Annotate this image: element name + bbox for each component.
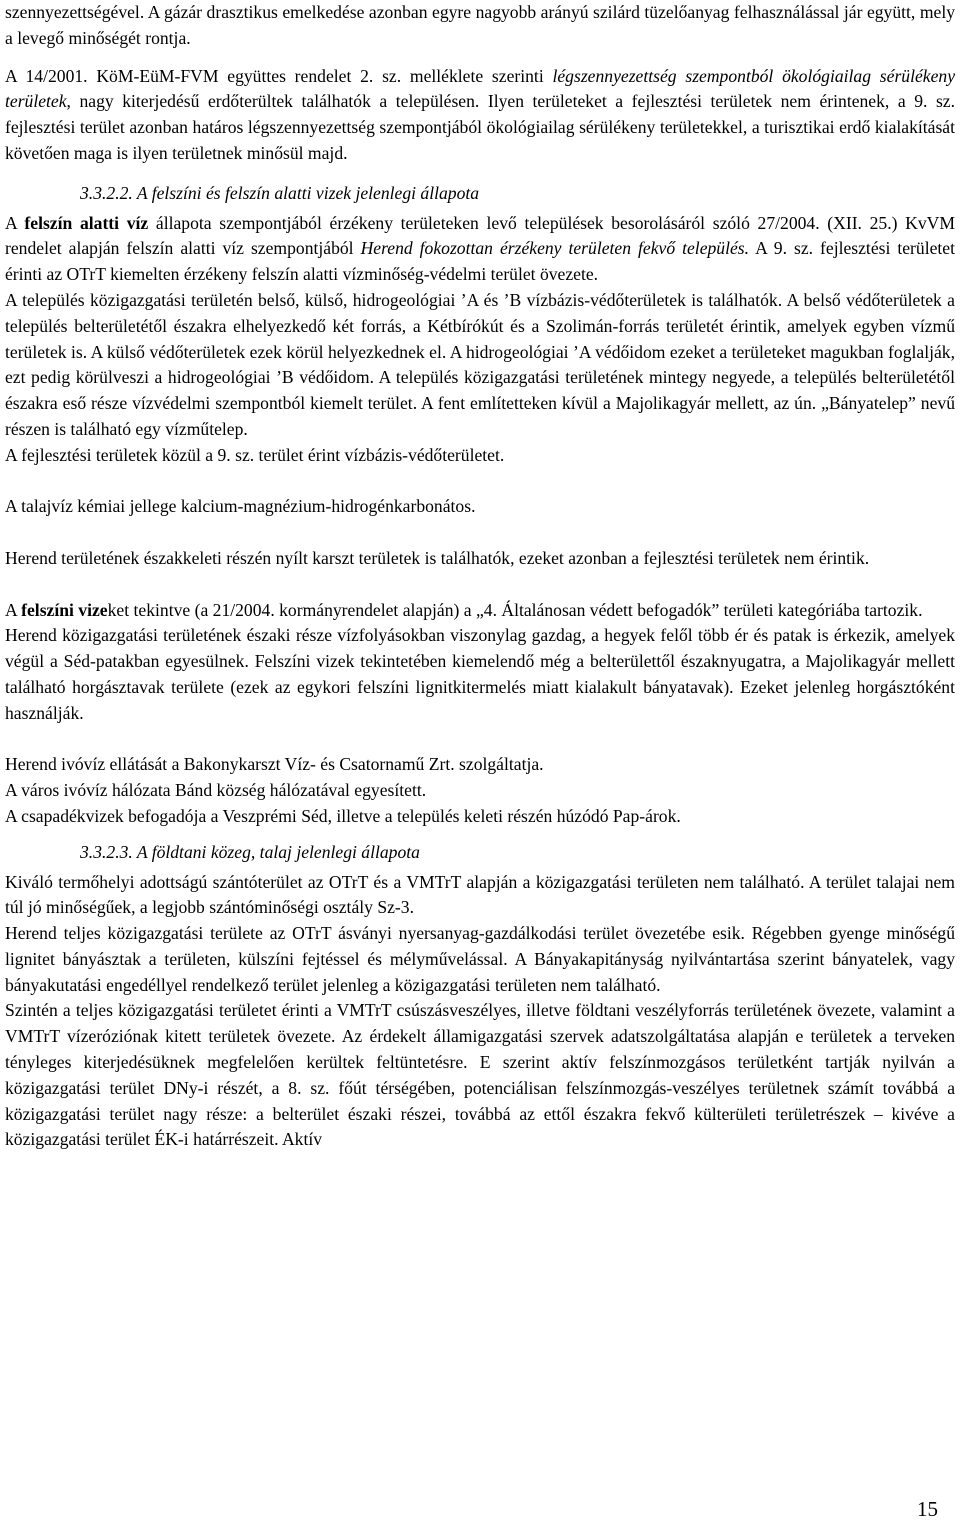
paragraph-streams: Herend közigazgatási területének északi része vízfolyásokban viszonylag gazdag, a hegyek felől több ér és patak is érkezik, amelyek végül a Séd-patakban egyesülnek. Felszíni vizek tekintetében kiemelendő még a belterülettől északnyugatra, a Majolikagyár mellett található horgásztavak területe (ezek az egykori felszíni lignitkitermelés miatt kialakult bányatavak). Ezeket jelenleg horgásztóként használják.	[5, 625, 955, 723]
paragraph-rainwater: A csapadékvizek befogadója a Veszprémi Séd, illetve a település keleti részén húzódó Pap-árok.	[5, 805, 681, 826]
paragraph-development-areas: A fejlesztési területek közül a 9. sz. terület érint vízbázis-védőterületet.	[5, 444, 505, 465]
page-number: 15	[917, 1497, 938, 1521]
paragraph-groundwater: A felszín alatti víz állapota szempontjából érzékeny területeken levő települések besorolásáról szóló 27/2004. (XII. 25.) KvVM rendelet alapján felszín alatti víz szempontjából Herend fokozottan érzékeny területen fekvő település. A 9. sz. fejlesztési területet érinti az OTrT kiemelten érzékeny felszín alatti vízminőség-védelmi terület övezete.	[5, 212, 955, 285]
paragraph-soil: Kiváló termőhelyi adottságú szántóterület az OTrT és a VMTrT alapján a közigazgatási területen nem található. A terület talajai nem túl jó minőségűek, a legjobb szántóminőségi osztály Sz-3.	[5, 871, 955, 918]
paragraph-water-protection: A település közigazgatási területén belső, külső, hidrogeológiai ’A és ’B vízbázis-védőterületek is találhatók. A belső védőterületek a település belterületétől északra elhelyezkedő két forrás, a Kétbírókút és a Szolimán-forrás területét érintik, amelyek egyben vízmű területek is. A külső védőterületek ezek körül helyezkednek el. A hidrogeológiai ’A védőidom ezeket a területeket magukban foglalják, ezt pedig körülveszi a hidrogeológiai ’B védőidom. A település közigazgatási területének mintegy negyede, a település belterületétől északra eső része vízvédelmi szempontból kiemelt terület. A fent említetteken kívül a Majolikagyár mellett, az ún. „Bányatelep” nevű részen is található egy vízműtelep.	[5, 289, 955, 439]
paragraph-surface-water: A felszíni vizeket tekintve (a 21/2004. kormányrendelet alapján) a „4. Általánosan védett befogadók” területi kategóriába tartozik.	[5, 599, 923, 620]
section-heading-waters: 3.3.2.2. A felszíni és felszín alatti vizek jelenlegi állapota	[80, 182, 480, 203]
spacer	[5, 469, 955, 495]
paragraph-water-network: A város ivóvíz hálózata Bánd község hálózatával egyesített.	[5, 780, 427, 801]
paragraph-landslide: Szintén a teljes közigazgatási területet érinti a VMTrT csúszásveszélyes, illetve földtani veszélyforrás területének övezete, valamint a VMTrT vízeróziónak kitett területek övezete. Az érdekelt államigazgatási szervek adatszolgáltatása alapján e területek a terveken tényleges kiterjedésüknek megfelelően kerültek feltüntetésre. E szerint aktív felszínmozgásos területként tartják nyilván a közigazgatási terület DNy-i részét, a 8. sz. főút térségében, potenciálisan felszínmozgás-veszélyes területnek számít továbbá a közigazgatási terület nagy része: a belterület északi részei, továbbá az ettől északra fekvő külterületi területrészek – kivéve a közigazgatási terület ÉK-i határrészeit. Aktív	[5, 1000, 955, 1150]
spacer	[5, 520, 955, 546]
paragraph-mining: Herend teljes közigazgatási területe az OTrT ásványi nyersanyag-gazdálkodási terület övezetébe esik. Régebben gyenge minőségű lignitet bányásztak a területen, külszíni fejtéssel és mélyművelással. A Bányakapitányság nyilvántartása szerint bányatelek, vagy bányakutatási engedéllyel rendelkező terület jelenleg a közigazgatási területen nem található.	[5, 923, 955, 995]
paragraph-air-quality-end: szennyezettségével. A gázár drasztikus emelkedése azonban egyre nagyobb arányú szilárd tüzelőanyag felhasználással jár együtt, mely a levegő minőségét rontja.	[5, 2, 955, 48]
paragraph-drinking-water: Herend ivóvíz ellátását a Bakonykarszt Víz- és Csatornamű Zrt. szolgáltatja.	[5, 754, 544, 775]
section-heading-geology: 3.3.2.3. A földtani közeg, talaj jelenlegi állapota	[80, 841, 420, 862]
spacer	[5, 727, 955, 753]
spacer	[5, 572, 955, 598]
paragraph-karst: Herend területének északkeleti részén nyílt karszt területek is találhatók, ezeket azonban a fejlesztési területek nem érintik.	[5, 547, 870, 568]
paragraph-groundwater-chemistry: A talajvíz kémiai jellege kalcium-magnézium-hidrogénkarbonátos.	[5, 496, 476, 517]
paragraph-sensitive-areas: A 14/2001. KöM-EüM-FVM együttes rendelet 2. sz. melléklete szerinti légszennyezettség szempontból ökológiailag sérülékeny területek, nagy kiterjedésű erdőterültek találhatók a településen. Ilyen területeket a fejlesztési területek nem érintenek, a 9. sz. fejlesztési terület azonban határos légszennyezettség szempontjából ökológiailag sérülékeny területekkel, a turisztikai erdő kialakítását követően maga is ilyen területnek minősül majd.	[5, 65, 956, 163]
